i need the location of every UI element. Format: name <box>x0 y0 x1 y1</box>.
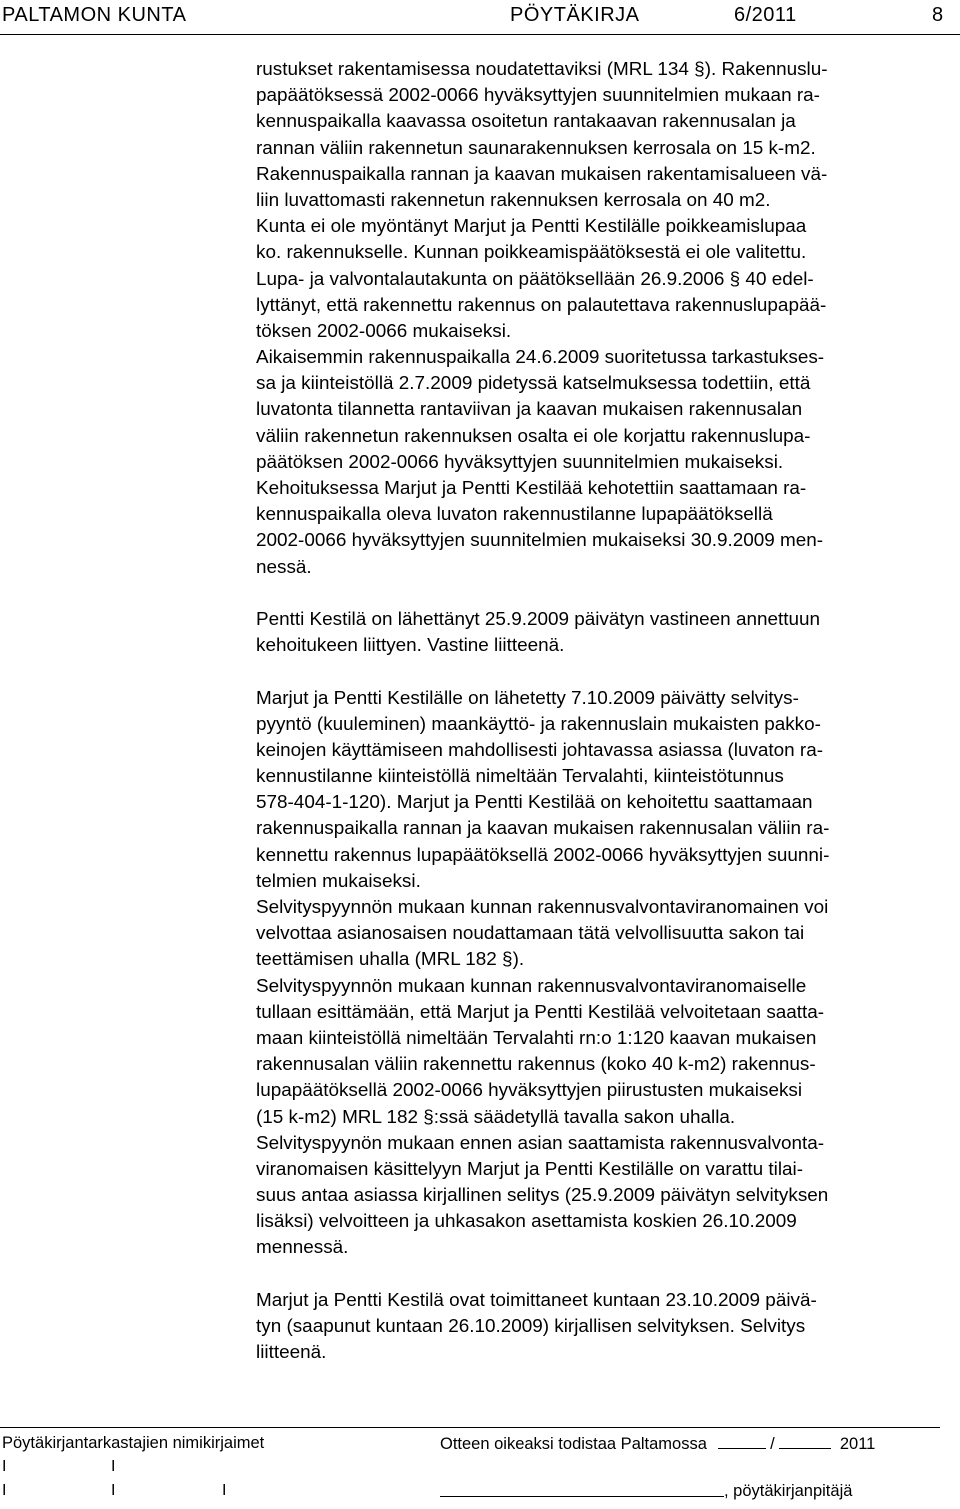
certification-year: 2011 <box>839 1435 876 1453</box>
body-line: rustukset rakentamisessa noudatettaviksi (MRL 134 §). Rakennuslu- <box>256 59 828 80</box>
body-line: lupapäätöksellä 2002-0066 hyväksyttyjen piirustusten mukaiseksi <box>256 1080 803 1102</box>
body-line: telmien mukaiseksi. <box>256 870 421 892</box>
document-type: PÖYTÄKIRJA <box>510 4 640 26</box>
body-line: liitteenä. <box>256 1342 327 1364</box>
body-line: kennuspaikalla oleva luvaton rakennustilanne lupapäätöksellä <box>256 504 773 526</box>
body-line: velvottaa asianosaisen noudattamaan tätä velvollisuutta sakon tai <box>256 923 805 945</box>
body-line: mennessä. <box>256 1237 349 1259</box>
body-line: luvatonta tilannetta rantaviivan ja kaavan mukaisen rakennusalan <box>256 399 803 421</box>
certification-separator: / <box>770 1435 775 1453</box>
body-line: Selvityspyynnön mukaan kunnan rakennusvalvontaviranomaiselle <box>256 975 807 997</box>
body-line: Pentti Kestilä on lähettänyt 25.9.2009 päivätyn vastineen annettuun <box>256 608 820 630</box>
body-line: Marjut ja Pentti Kestilä ovat toimittaneet kuntaan 23.10.2009 päivä- <box>256 1289 817 1311</box>
body-line: maan kiinteistöllä nimeltään Tervalahti rn:o 1:120 kaavan mukaisen <box>256 1027 817 1049</box>
body-line: lyttänyt, että rakennettu rakennus on palautettava rakennuslupapää- <box>256 294 827 316</box>
body-line: suus antaa asiassa kirjallinen selitys (25.9.2009 päivätyn selvityksen <box>256 1185 829 1207</box>
meeting-number: 6/2011 <box>734 4 797 26</box>
body-line: väliin rakennetun rakennuksen osalta ei ole korjattu rakennuslupa- <box>256 425 811 447</box>
initial-bar-3: I <box>2 1482 7 1499</box>
paragraph-gap <box>256 581 956 607</box>
body-line: keinojen käyttämiseen mahdollisesti johtavassa asiassa (luvaton ra- <box>256 739 824 761</box>
body-line: pyyntö (kuuleminen) maankäyttö- ja rakennuslain mukaisten pakko- <box>256 713 821 735</box>
body-line: 578-404-1-120). Marjut ja Pentti Kestilää on kehoitettu saattamaan <box>256 792 813 814</box>
initial-bar-5: I <box>222 1482 227 1499</box>
body-line: sa ja kiinteistöllä 2.7.2009 pidetyssä katselmuksessa todettiin, että <box>256 373 811 395</box>
body-line: (15 k-m2) MRL 182 §:ssä säädetyllä tavalla sakon uhalla. <box>256 1106 736 1128</box>
body-line: nessä. <box>256 556 312 578</box>
organization-name: PALTAMON KUNTA <box>2 4 187 26</box>
body-line: teettämisen uhalla (MRL 182 §). <box>256 949 525 971</box>
certification-month-blank <box>779 1434 831 1449</box>
body-line: Lupa- ja valvontalautakunta on päätöksellään 26.9.2006 § 40 edel- <box>256 268 814 290</box>
body-line: tyn (saapunut kuntaan 26.10.2009) kirjallisen selvityksen. Selvitys <box>256 1316 806 1337</box>
body-line: Kunta ei ole myöntänyt Marjut ja Pentti Kestilälle poikkeamislupaa <box>256 216 807 238</box>
body-line: kennettu rakennus lupapäätöksellä 2002-0066 hyväksyttyjen suunni- <box>256 844 830 866</box>
body-line: liin luvattomasti rakennetun rakennuksen kerrosala on 40 m2. <box>256 189 771 211</box>
body-line: tullaan esittämään, että Marjut ja Pentti Kestilää velvoitetaan saatta- <box>256 1001 825 1023</box>
certification-prefix: Otteen oikeaksi todistaa Paltamossa <box>440 1435 707 1453</box>
body-line: Rakennuspaikalla rannan ja kaavan mukaisen rakentamisalueen vä- <box>256 163 828 185</box>
page-number: 8 <box>932 4 944 26</box>
body-line: kehoitukeen liittyen. Vastine liitteenä. <box>256 635 565 657</box>
body-line: kennustilanne kiinteistöllä nimeltään Tervalahti, kiinteistötunnus <box>256 766 784 788</box>
signatures-label: Pöytäkirjantarkastajien nimikirjaimet <box>2 1434 265 1452</box>
minutes-body <box>256 57 956 1366</box>
body-line: papäätöksessä 2002-0066 hyväksyttyjen suunnitelmien mukaan ra- <box>256 85 820 107</box>
body-line: töksen 2002-0066 mukaiseksi. <box>256 320 512 342</box>
body-line: Kehoituksessa Marjut ja Pentti Kestilää kehotettiin saattamaan ra- <box>256 478 807 499</box>
certification-day-blank <box>718 1434 766 1449</box>
body-line: viranomaisen käsittelyyn Marjut ja Pentti Kestilälle on varattu tilai- <box>256 1158 804 1180</box>
secretary-label: , pöytäkirjanpitäjä <box>724 1482 853 1500</box>
footer-divider <box>0 1427 940 1428</box>
body-line: Aikaisemmin rakennuspaikalla 24.6.2009 suoritetussa tarkastukses- <box>256 347 825 369</box>
body-line: kennuspaikalla kaavassa osoitetun rantakaavan rakennusalan ja <box>256 111 796 133</box>
page-header <box>0 2 960 36</box>
body-line: Marjut ja Pentti Kestilälle on lähetetty 7.10.2009 päivätty selvitys- <box>256 687 799 709</box>
initial-bar-2: I <box>111 1458 116 1475</box>
body-line: rannan väliin rakennetun saunarakennuksen kerrosala on 15 k-m2. <box>256 137 816 159</box>
paragraph-gap <box>256 659 956 685</box>
body-line: lisäksi) velvoitteen ja uhkasakon asettamista koskien 26.10.2009 <box>256 1211 797 1233</box>
signature-line <box>440 1496 724 1497</box>
body-line: rakennusalan väliin rakennettu rakennus (koko 40 k-m2) rakennus- <box>256 1054 816 1076</box>
body-line: 2002-0066 hyväksyttyjen suunnitelmien mukaiseksi 30.9.2009 men- <box>256 530 824 552</box>
body-line: Selvityspyynön mukaan ennen asian saattamista rakennusvalvonta- <box>256 1132 825 1154</box>
body-line: päätöksen 2002-0066 hyväksyttyjen suunnitelmien mukaiseksi. <box>256 451 784 473</box>
initial-bar-4: I <box>111 1482 116 1499</box>
header-divider <box>0 34 960 35</box>
initial-bar-1: I <box>2 1458 7 1475</box>
paragraph-gap <box>256 1262 956 1288</box>
body-line: ko. rakennukselle. Kunnan poikkeamispäätöksestä ei ole valitettu. <box>256 242 807 264</box>
body-line: Selvityspyynnön mukaan kunnan rakennusvalvontaviranomainen voi <box>256 897 829 918</box>
body-line: rakennuspaikalla rannan ja kaavan mukaisen rakennusalan väliin ra- <box>256 818 830 840</box>
certification-line <box>440 1434 875 1454</box>
